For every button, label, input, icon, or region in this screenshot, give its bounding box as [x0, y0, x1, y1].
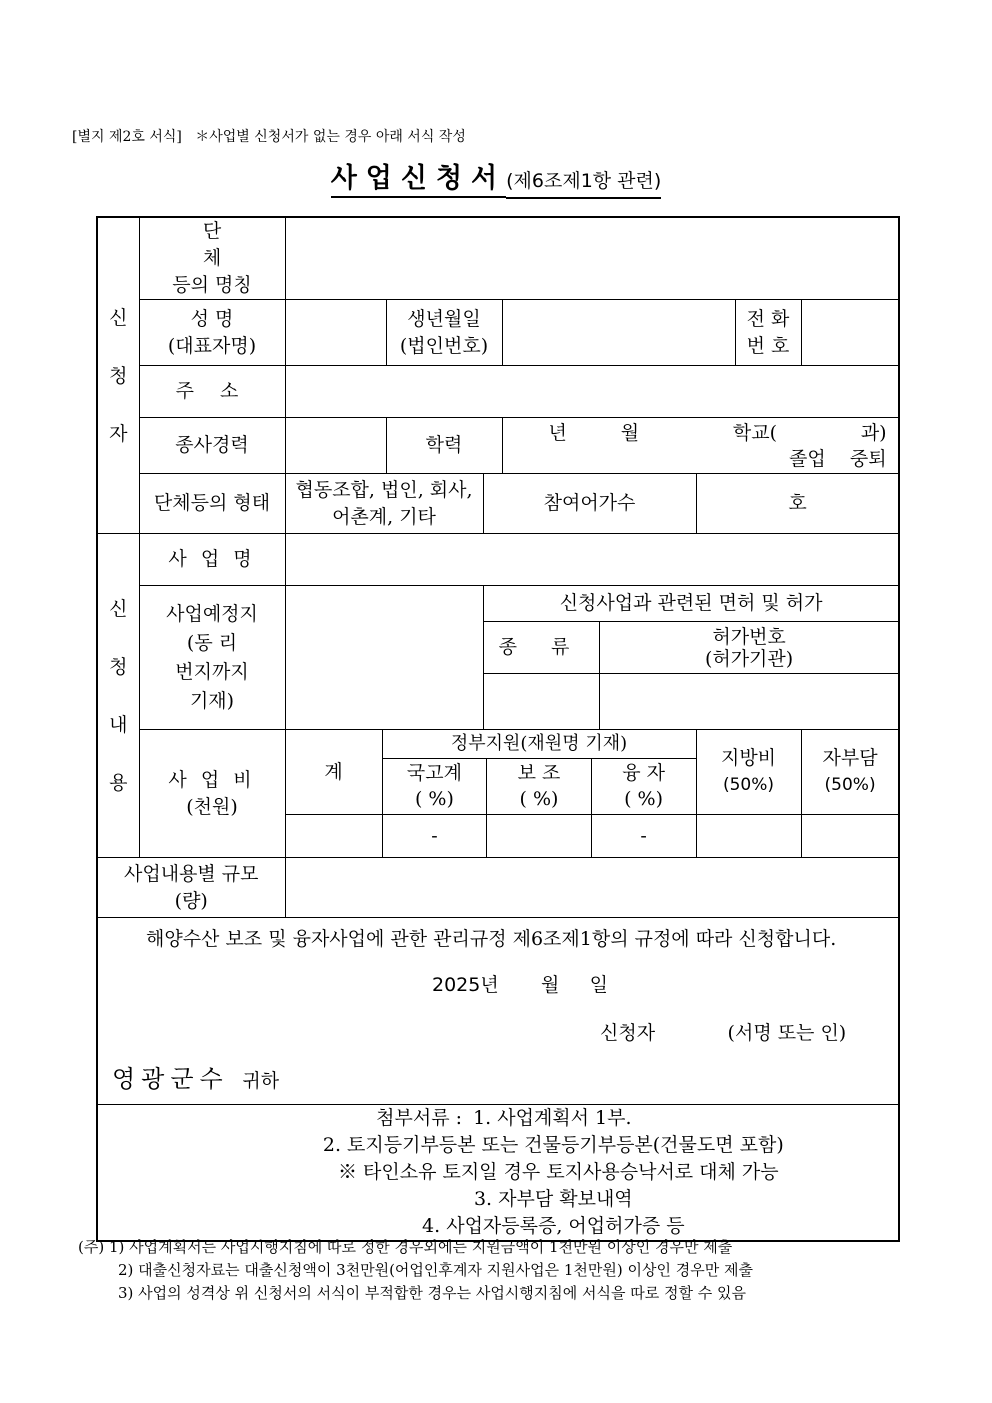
- form-header: [72, 126, 466, 146]
- license-number-field[interactable]: [599, 674, 899, 730]
- career-field[interactable]: [285, 418, 386, 474]
- form-number: [별지 제2호 서식]: [72, 129, 182, 145]
- attachment-item: 3. 자부담 확보내역: [473, 1188, 633, 1210]
- declaration-text: 해양수산 보조 및 융자사업에 관한 관리규정 제6조제1항의 규정에 따라 신청합니다.: [146, 928, 837, 950]
- applicant-section-label: 신 청 자: [97, 217, 139, 534]
- cost-total-field[interactable]: [285, 815, 382, 858]
- footnote: (주) 1) 사업계획서는 사업시행지침에 따로 정한 경우외에는 지원금액이 1천만원 이상인 경우만 제출: [78, 1238, 733, 1256]
- gov-support-values: [382, 815, 696, 858]
- gov-support-header: 정부지원(재원명 기재): [383, 730, 696, 758]
- declaration: [97, 918, 899, 1105]
- attachment-item: 2. 토지등기부등본 또는 건물등기부등본(건물도면 포함): [322, 1134, 784, 1156]
- attachments: [97, 1105, 899, 1242]
- org-name-field[interactable]: [285, 217, 899, 300]
- scale-label: 사업내용별 규모 (량): [97, 858, 285, 918]
- title-main: 사업신청서: [331, 163, 506, 198]
- org-name-label: 단 체 등의 명칭: [139, 217, 285, 300]
- loan-field[interactable]: -: [640, 824, 647, 847]
- career-label: 종사경력: [139, 418, 285, 474]
- form-note: ＊사업별 신청서가 없는 경우 아래 서식 작성: [195, 129, 466, 145]
- declaration-signature[interactable]: 신청자 (서명 또는 인): [600, 1022, 847, 1044]
- rep-name-label: 성 명 (대표자명): [139, 300, 285, 366]
- license-number-label: 허가번호 (허가기관): [599, 622, 899, 674]
- declaration-date: 2025년 월 일: [432, 974, 608, 996]
- org-type-label: 단체등의 형태: [139, 474, 285, 534]
- address-label: 주 소: [139, 366, 285, 418]
- attachments-label: 첨부서류 :: [376, 1107, 462, 1129]
- org-type-options[interactable]: 협동조합, 법인, 회사, 어촌계, 기타: [285, 474, 483, 534]
- biz-name-field[interactable]: [285, 534, 899, 586]
- site-label: 사업예정지 (동 리 번지까지 기재): [139, 586, 285, 730]
- application-form: [96, 216, 900, 1242]
- national-cell: 국고계 ( %): [383, 758, 487, 814]
- address-field[interactable]: [285, 366, 899, 418]
- license-type-label: 종 류: [483, 622, 599, 674]
- local-label: 지방비 (50%): [696, 730, 801, 815]
- households-label: 참여어가수: [483, 474, 696, 534]
- birth-field[interactable]: [502, 300, 735, 366]
- biz-name-label: 사 업 명: [139, 534, 285, 586]
- attachment-item: 1. 사업계획서 1부.: [473, 1107, 632, 1129]
- self-label: 자부담 (50%): [801, 730, 899, 815]
- gov-support: [382, 730, 696, 815]
- phone-field[interactable]: [801, 300, 899, 366]
- content-section-label: 신 청 내 용: [97, 534, 139, 858]
- attachment-item: ※ 타인소유 토지일 경우 토지사용승낙서로 대체 가능: [337, 1161, 779, 1183]
- subsidy-field[interactable]: [487, 815, 591, 857]
- site-field[interactable]: [285, 586, 483, 730]
- phone-label: 전 화 번 호: [735, 300, 801, 366]
- education-field[interactable]: 년 월 학교( 과) 졸업 중퇴: [502, 418, 899, 474]
- scale-field[interactable]: [285, 858, 899, 918]
- footnote: 2) 대출신청자료는 대출신청액이 3천만원(어업인후계자 지원사업은 1천만원) 이상인 경우만 제출: [118, 1261, 753, 1279]
- rep-name-field[interactable]: [285, 300, 386, 366]
- households-field[interactable]: 호: [696, 474, 899, 534]
- attachment-item: 4. 사업자등록증, 어업허가증 등: [422, 1215, 685, 1237]
- footnotes: [78, 1236, 753, 1305]
- addressee: 영광군수 귀하: [112, 1065, 280, 1093]
- cost-total-label: 계: [285, 730, 382, 815]
- cost-label: 사 업 비 (천원): [139, 730, 285, 858]
- self-field[interactable]: [801, 815, 899, 858]
- local-field[interactable]: [696, 815, 801, 858]
- license-header: 신청사업과 관련된 면허 및 허가: [483, 586, 899, 622]
- national-field[interactable]: -: [383, 815, 487, 857]
- subsidy-cell: 보 조 ( %): [487, 758, 591, 814]
- birth-label: 생년월일 (법인번호): [386, 300, 502, 366]
- footnote: 3) 사업의 성격상 위 신청서의 서식이 부적합한 경우는 사업시행지침에 서식을 따로 정할 수 있음: [118, 1284, 747, 1302]
- education-label: 학력: [386, 418, 502, 474]
- loan-cell: 융 자 ( %): [622, 762, 665, 811]
- title-sub: (제6조제1항 관련): [506, 170, 661, 199]
- license-type-field[interactable]: [483, 674, 599, 730]
- page-title: [0, 156, 992, 195]
